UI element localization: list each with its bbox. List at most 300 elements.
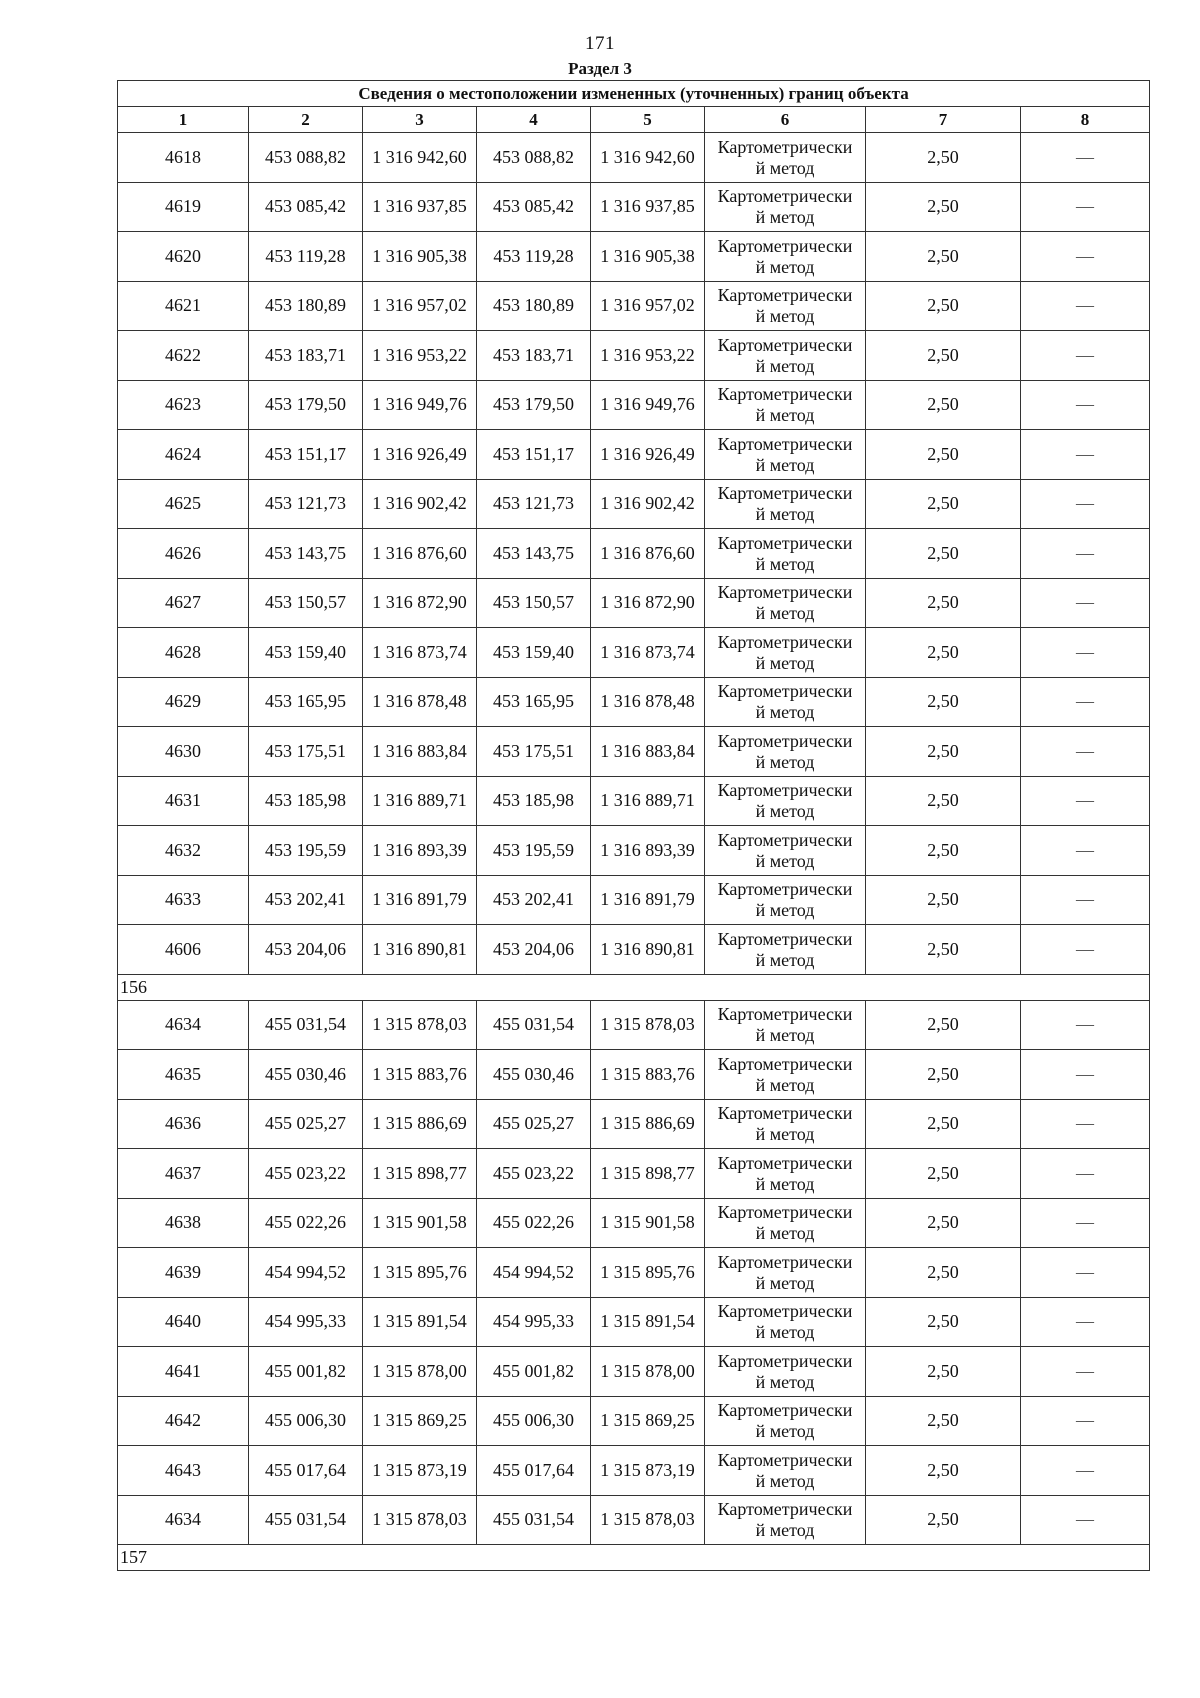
table-caption: Сведения о местоположении измененных (уточненных) границ объекта [118, 81, 1150, 107]
method-cell [705, 380, 866, 430]
method-cell [705, 1149, 866, 1199]
method-text-line-2: й метод [755, 702, 815, 723]
method-text-line-2: й метод [755, 1124, 815, 1145]
point-number-cell: 4640 [118, 1297, 249, 1347]
x-new-cell: 453 183,71 [477, 331, 591, 381]
table-row [118, 1198, 1150, 1248]
description-cell: — [1021, 133, 1150, 183]
x-new-cell: 453 180,89 [477, 281, 591, 331]
point-number-cell: 4642 [118, 1396, 249, 1446]
method-cell [705, 281, 866, 331]
method-text-line-1: Картометрически [717, 1449, 853, 1470]
table-row [118, 677, 1150, 727]
y-new-cell: 1 316 890,81 [591, 925, 705, 975]
table-row [118, 628, 1150, 678]
y-old-cell: 1 315 901,58 [363, 1198, 477, 1248]
method-cell [705, 826, 866, 876]
method-cell [705, 628, 866, 678]
y-old-cell: 1 316 878,48 [363, 677, 477, 727]
table-row [118, 1149, 1150, 1199]
y-new-cell: 1 316 878,48 [591, 677, 705, 727]
accuracy-cell: 2,50 [866, 925, 1021, 975]
table-row [118, 1297, 1150, 1347]
y-new-cell: 1 316 942,60 [591, 133, 705, 183]
x-old-cell: 453 085,42 [249, 182, 363, 232]
method-text-line-2: й метод [755, 306, 815, 327]
x-old-cell: 455 022,26 [249, 1198, 363, 1248]
method-text-line-2: й метод [755, 1520, 815, 1541]
y-old-cell: 1 316 905,38 [363, 232, 477, 282]
accuracy-cell: 2,50 [866, 430, 1021, 480]
method-text-line-1: Картометрически [717, 1350, 853, 1371]
y-old-cell: 1 315 886,69 [363, 1099, 477, 1149]
y-new-cell: 1 316 876,60 [591, 529, 705, 579]
y-old-cell: 1 316 889,71 [363, 776, 477, 826]
method-cell [705, 677, 866, 727]
table-row [118, 380, 1150, 430]
accuracy-cell: 2,50 [866, 380, 1021, 430]
page-number: 171 [585, 33, 615, 54]
method-cell [705, 1347, 866, 1397]
y-new-cell: 1 316 889,71 [591, 776, 705, 826]
description-cell: — [1021, 281, 1150, 331]
accuracy-cell: 2,50 [866, 1347, 1021, 1397]
method-cell [705, 1248, 866, 1298]
y-new-cell: 1 316 937,85 [591, 182, 705, 232]
method-text-line-2: й метод [755, 900, 815, 921]
table-row [118, 1050, 1150, 1100]
method-cell [705, 1099, 866, 1149]
x-new-cell: 453 150,57 [477, 578, 591, 628]
y-new-cell: 1 316 953,22 [591, 331, 705, 381]
method-text-line-1: Картометрически [717, 285, 853, 306]
x-new-cell: 455 001,82 [477, 1347, 591, 1397]
accuracy-cell: 2,50 [866, 1248, 1021, 1298]
x-new-cell: 453 121,73 [477, 479, 591, 529]
x-new-cell: 454 995,33 [477, 1297, 591, 1347]
x-old-cell: 454 994,52 [249, 1248, 363, 1298]
point-number-cell: 4630 [118, 727, 249, 777]
method-text-line-2: й метод [755, 256, 815, 277]
x-old-cell: 453 165,95 [249, 677, 363, 727]
point-number-cell: 4619 [118, 182, 249, 232]
description-cell: — [1021, 925, 1150, 975]
point-number-cell: 4634 [118, 1000, 249, 1050]
y-old-cell: 1 315 878,03 [363, 1495, 477, 1545]
x-old-cell: 453 195,59 [249, 826, 363, 876]
column-header: 3 [363, 107, 477, 133]
y-new-cell: 1 315 901,58 [591, 1198, 705, 1248]
description-cell: — [1021, 1495, 1150, 1545]
method-text-line-1: Картометрически [717, 433, 853, 454]
x-old-cell: 455 001,82 [249, 1347, 363, 1397]
y-old-cell: 1 316 891,79 [363, 875, 477, 925]
method-text-line-2: й метод [755, 949, 815, 970]
x-old-cell: 455 031,54 [249, 1000, 363, 1050]
description-cell: — [1021, 1248, 1150, 1298]
method-text-line-1: Картометрически [717, 186, 853, 207]
accuracy-cell: 2,50 [866, 727, 1021, 777]
x-new-cell: 455 023,22 [477, 1149, 591, 1199]
x-new-cell: 455 022,26 [477, 1198, 591, 1248]
x-old-cell: 453 088,82 [249, 133, 363, 183]
y-new-cell: 1 316 891,79 [591, 875, 705, 925]
method-text-line-2: й метод [755, 1223, 815, 1244]
x-old-cell: 453 185,98 [249, 776, 363, 826]
point-number-cell: 4624 [118, 430, 249, 480]
description-cell: — [1021, 1347, 1150, 1397]
method-cell [705, 578, 866, 628]
y-old-cell: 1 316 890,81 [363, 925, 477, 975]
method-text-line-2: й метод [755, 603, 815, 624]
y-new-cell: 1 316 873,74 [591, 628, 705, 678]
x-new-cell: 455 006,30 [477, 1396, 591, 1446]
y-new-cell: 1 315 873,19 [591, 1446, 705, 1496]
description-cell: — [1021, 232, 1150, 282]
method-text-line-2: й метод [755, 652, 815, 673]
accuracy-cell: 2,50 [866, 1495, 1021, 1545]
table-row [118, 776, 1150, 826]
table-row [118, 925, 1150, 975]
method-text-line-1: Картометрически [717, 136, 853, 157]
method-text-line-2: й метод [755, 1322, 815, 1343]
accuracy-cell: 2,50 [866, 1396, 1021, 1446]
column-header-row [118, 107, 1150, 133]
y-new-cell: 1 315 886,69 [591, 1099, 705, 1149]
point-number-cell: 4606 [118, 925, 249, 975]
section-title: Раздел 3 [568, 59, 632, 78]
method-text-line-2: й метод [755, 157, 815, 178]
point-number-cell: 4632 [118, 826, 249, 876]
y-new-cell: 1 315 878,00 [591, 1347, 705, 1397]
column-header: 2 [249, 107, 363, 133]
method-text-line-1: Картометрически [717, 928, 853, 949]
description-cell: — [1021, 1198, 1150, 1248]
table-caption-row [118, 81, 1150, 107]
accuracy-cell: 2,50 [866, 776, 1021, 826]
y-old-cell: 1 316 926,49 [363, 430, 477, 480]
method-cell [705, 1198, 866, 1248]
description-cell: — [1021, 578, 1150, 628]
column-header: 7 [866, 107, 1021, 133]
point-number-cell: 4641 [118, 1347, 249, 1397]
method-text-line-2: й метод [755, 405, 815, 426]
table-row [118, 1248, 1150, 1298]
point-number-cell: 4623 [118, 380, 249, 430]
x-old-cell: 453 202,41 [249, 875, 363, 925]
method-text-line-2: й метод [755, 751, 815, 772]
method-text-line-1: Картометрически [717, 1053, 853, 1074]
accuracy-cell: 2,50 [866, 479, 1021, 529]
method-cell [705, 133, 866, 183]
table-row [118, 826, 1150, 876]
point-number-cell: 4639 [118, 1248, 249, 1298]
method-text-line-1: Картометрически [717, 1202, 853, 1223]
method-text-line-2: й метод [755, 1074, 815, 1095]
y-old-cell: 1 316 937,85 [363, 182, 477, 232]
y-new-cell: 1 315 869,25 [591, 1396, 705, 1446]
accuracy-cell: 2,50 [866, 182, 1021, 232]
x-old-cell: 453 143,75 [249, 529, 363, 579]
x-old-cell: 453 179,50 [249, 380, 363, 430]
point-number-cell: 4618 [118, 133, 249, 183]
contour-number-row [118, 1545, 1150, 1571]
method-text-line-2: й метод [755, 801, 815, 822]
table-row [118, 430, 1150, 480]
method-cell [705, 1000, 866, 1050]
y-new-cell: 1 316 902,42 [591, 479, 705, 529]
description-cell: — [1021, 1396, 1150, 1446]
x-old-cell: 453 175,51 [249, 727, 363, 777]
x-new-cell: 453 151,17 [477, 430, 591, 480]
method-cell [705, 1495, 866, 1545]
point-number-cell: 4622 [118, 331, 249, 381]
y-new-cell: 1 315 878,03 [591, 1000, 705, 1050]
accuracy-cell: 2,50 [866, 578, 1021, 628]
description-cell: — [1021, 677, 1150, 727]
x-new-cell: 455 030,46 [477, 1050, 591, 1100]
accuracy-cell: 2,50 [866, 1198, 1021, 1248]
method-cell [705, 430, 866, 480]
method-text-line-2: й метод [755, 1470, 815, 1491]
method-text-line-2: й метод [755, 1272, 815, 1293]
y-old-cell: 1 316 872,90 [363, 578, 477, 628]
description-cell: — [1021, 182, 1150, 232]
method-cell [705, 529, 866, 579]
description-cell: — [1021, 1446, 1150, 1496]
y-new-cell: 1 316 926,49 [591, 430, 705, 480]
table-row [118, 1347, 1150, 1397]
y-new-cell: 1 316 872,90 [591, 578, 705, 628]
y-old-cell: 1 315 883,76 [363, 1050, 477, 1100]
method-text-line-1: Картометрически [717, 1152, 853, 1173]
accuracy-cell: 2,50 [866, 133, 1021, 183]
method-text-line-2: й метод [755, 355, 815, 376]
method-text-line-1: Картометрически [717, 1301, 853, 1322]
y-old-cell: 1 316 957,02 [363, 281, 477, 331]
point-number-cell: 4638 [118, 1198, 249, 1248]
y-old-cell: 1 315 878,03 [363, 1000, 477, 1050]
table-row [118, 232, 1150, 282]
point-number-cell: 4631 [118, 776, 249, 826]
x-new-cell: 453 204,06 [477, 925, 591, 975]
point-number-cell: 4635 [118, 1050, 249, 1100]
x-new-cell: 453 143,75 [477, 529, 591, 579]
method-text-line-1: Картометрически [717, 1004, 853, 1025]
table-row [118, 1495, 1150, 1545]
description-cell: — [1021, 826, 1150, 876]
y-old-cell: 1 315 869,25 [363, 1396, 477, 1446]
x-new-cell: 453 085,42 [477, 182, 591, 232]
x-new-cell: 453 202,41 [477, 875, 591, 925]
method-text-line-1: Картометрически [717, 681, 853, 702]
description-cell: — [1021, 331, 1150, 381]
method-cell [705, 182, 866, 232]
y-old-cell: 1 316 942,60 [363, 133, 477, 183]
description-cell: — [1021, 380, 1150, 430]
y-new-cell: 1 316 883,84 [591, 727, 705, 777]
method-text-line-1: Картометрически [717, 631, 853, 652]
method-cell [705, 1297, 866, 1347]
point-number-cell: 4634 [118, 1495, 249, 1545]
x-new-cell: 453 175,51 [477, 727, 591, 777]
column-header: 8 [1021, 107, 1150, 133]
x-new-cell: 455 025,27 [477, 1099, 591, 1149]
x-old-cell: 453 180,89 [249, 281, 363, 331]
y-new-cell: 1 316 949,76 [591, 380, 705, 430]
y-old-cell: 1 315 898,77 [363, 1149, 477, 1199]
description-cell: — [1021, 1149, 1150, 1199]
table-row [118, 578, 1150, 628]
x-old-cell: 453 121,73 [249, 479, 363, 529]
accuracy-cell: 2,50 [866, 281, 1021, 331]
method-text-line-1: Картометрически [717, 1251, 853, 1272]
accuracy-cell: 2,50 [866, 826, 1021, 876]
method-text-line-1: Картометрически [717, 582, 853, 603]
y-new-cell: 1 315 891,54 [591, 1297, 705, 1347]
y-new-cell: 1 315 883,76 [591, 1050, 705, 1100]
method-text-line-1: Картометрически [717, 879, 853, 900]
x-new-cell: 453 179,50 [477, 380, 591, 430]
table-row [118, 1099, 1150, 1149]
method-text-line-1: Картометрически [717, 1499, 853, 1520]
point-number-cell: 4636 [118, 1099, 249, 1149]
contour-number: 157 [118, 1545, 1150, 1571]
table-row [118, 529, 1150, 579]
description-cell: — [1021, 628, 1150, 678]
column-header: 6 [705, 107, 866, 133]
method-text-line-1: Картометрически [717, 235, 853, 256]
description-cell: — [1021, 776, 1150, 826]
method-text-line-2: й метод [755, 454, 815, 475]
x-old-cell: 453 151,17 [249, 430, 363, 480]
x-old-cell: 453 150,57 [249, 578, 363, 628]
method-cell [705, 925, 866, 975]
x-new-cell: 455 017,64 [477, 1446, 591, 1496]
description-cell: — [1021, 479, 1150, 529]
description-cell: — [1021, 875, 1150, 925]
x-old-cell: 454 995,33 [249, 1297, 363, 1347]
accuracy-cell: 2,50 [866, 875, 1021, 925]
x-new-cell: 453 159,40 [477, 628, 591, 678]
x-new-cell: 455 031,54 [477, 1000, 591, 1050]
column-header: 1 [118, 107, 249, 133]
table-row [118, 133, 1150, 183]
table-row [118, 875, 1150, 925]
method-cell [705, 1446, 866, 1496]
description-cell: — [1021, 430, 1150, 480]
y-new-cell: 1 316 893,39 [591, 826, 705, 876]
method-text-line-2: й метод [755, 1173, 815, 1194]
accuracy-cell: 2,50 [866, 1149, 1021, 1199]
accuracy-cell: 2,50 [866, 1000, 1021, 1050]
method-text-line-2: й метод [755, 1421, 815, 1442]
accuracy-cell: 2,50 [866, 331, 1021, 381]
point-number-cell: 4620 [118, 232, 249, 282]
column-header: 5 [591, 107, 705, 133]
method-text-line-1: Картометрически [717, 1400, 853, 1421]
method-text-line-2: й метод [755, 1025, 815, 1046]
x-old-cell: 453 159,40 [249, 628, 363, 678]
accuracy-cell: 2,50 [866, 1446, 1021, 1496]
x-old-cell: 455 030,46 [249, 1050, 363, 1100]
point-number-cell: 4633 [118, 875, 249, 925]
method-text-line-2: й метод [755, 504, 815, 525]
description-cell: — [1021, 1050, 1150, 1100]
method-text-line-1: Картометрически [717, 532, 853, 553]
method-text-line-1: Картометрически [717, 730, 853, 751]
table-row [118, 281, 1150, 331]
method-text-line-1: Картометрически [717, 1103, 853, 1124]
method-text-line-1: Картометрически [717, 384, 853, 405]
table-row [118, 182, 1150, 232]
x-new-cell: 453 165,95 [477, 677, 591, 727]
y-new-cell: 1 315 895,76 [591, 1248, 705, 1298]
y-old-cell: 1 315 878,00 [363, 1347, 477, 1397]
point-number-cell: 4627 [118, 578, 249, 628]
x-new-cell: 453 088,82 [477, 133, 591, 183]
y-old-cell: 1 316 876,60 [363, 529, 477, 579]
x-old-cell: 453 119,28 [249, 232, 363, 282]
method-text-line-2: й метод [755, 207, 815, 228]
method-text-line-2: й метод [755, 553, 815, 574]
accuracy-cell: 2,50 [866, 529, 1021, 579]
point-number-cell: 4637 [118, 1149, 249, 1199]
x-new-cell: 453 119,28 [477, 232, 591, 282]
y-old-cell: 1 316 949,76 [363, 380, 477, 430]
point-number-cell: 4628 [118, 628, 249, 678]
method-cell [705, 727, 866, 777]
description-cell: — [1021, 529, 1150, 579]
point-number-cell: 4643 [118, 1446, 249, 1496]
y-old-cell: 1 316 883,84 [363, 727, 477, 777]
x-old-cell: 453 183,71 [249, 331, 363, 381]
contour-number-row [118, 974, 1150, 1000]
x-new-cell: 453 185,98 [477, 776, 591, 826]
description-cell: — [1021, 1099, 1150, 1149]
y-new-cell: 1 316 957,02 [591, 281, 705, 331]
contour-number: 156 [118, 974, 1150, 1000]
description-cell: — [1021, 1297, 1150, 1347]
description-cell: — [1021, 727, 1150, 777]
y-old-cell: 1 315 895,76 [363, 1248, 477, 1298]
accuracy-cell: 2,50 [866, 628, 1021, 678]
accuracy-cell: 2,50 [866, 1050, 1021, 1100]
x-old-cell: 455 017,64 [249, 1446, 363, 1496]
x-new-cell: 453 195,59 [477, 826, 591, 876]
coordinates-table [117, 80, 1150, 1571]
x-old-cell: 455 025,27 [249, 1099, 363, 1149]
accuracy-cell: 2,50 [866, 232, 1021, 282]
method-cell [705, 1050, 866, 1100]
table-row [118, 1446, 1150, 1496]
x-old-cell: 453 204,06 [249, 925, 363, 975]
method-text-line-1: Картометрически [717, 334, 853, 355]
method-text-line-1: Картометрически [717, 483, 853, 504]
y-old-cell: 1 315 891,54 [363, 1297, 477, 1347]
point-number-cell: 4621 [118, 281, 249, 331]
method-text-line-1: Картометрически [717, 829, 853, 850]
point-number-cell: 4626 [118, 529, 249, 579]
accuracy-cell: 2,50 [866, 677, 1021, 727]
table-row [118, 331, 1150, 381]
x-old-cell: 455 023,22 [249, 1149, 363, 1199]
point-number-cell: 4629 [118, 677, 249, 727]
y-new-cell: 1 315 898,77 [591, 1149, 705, 1199]
x-new-cell: 454 994,52 [477, 1248, 591, 1298]
description-cell: — [1021, 1000, 1150, 1050]
table-row [118, 1000, 1150, 1050]
